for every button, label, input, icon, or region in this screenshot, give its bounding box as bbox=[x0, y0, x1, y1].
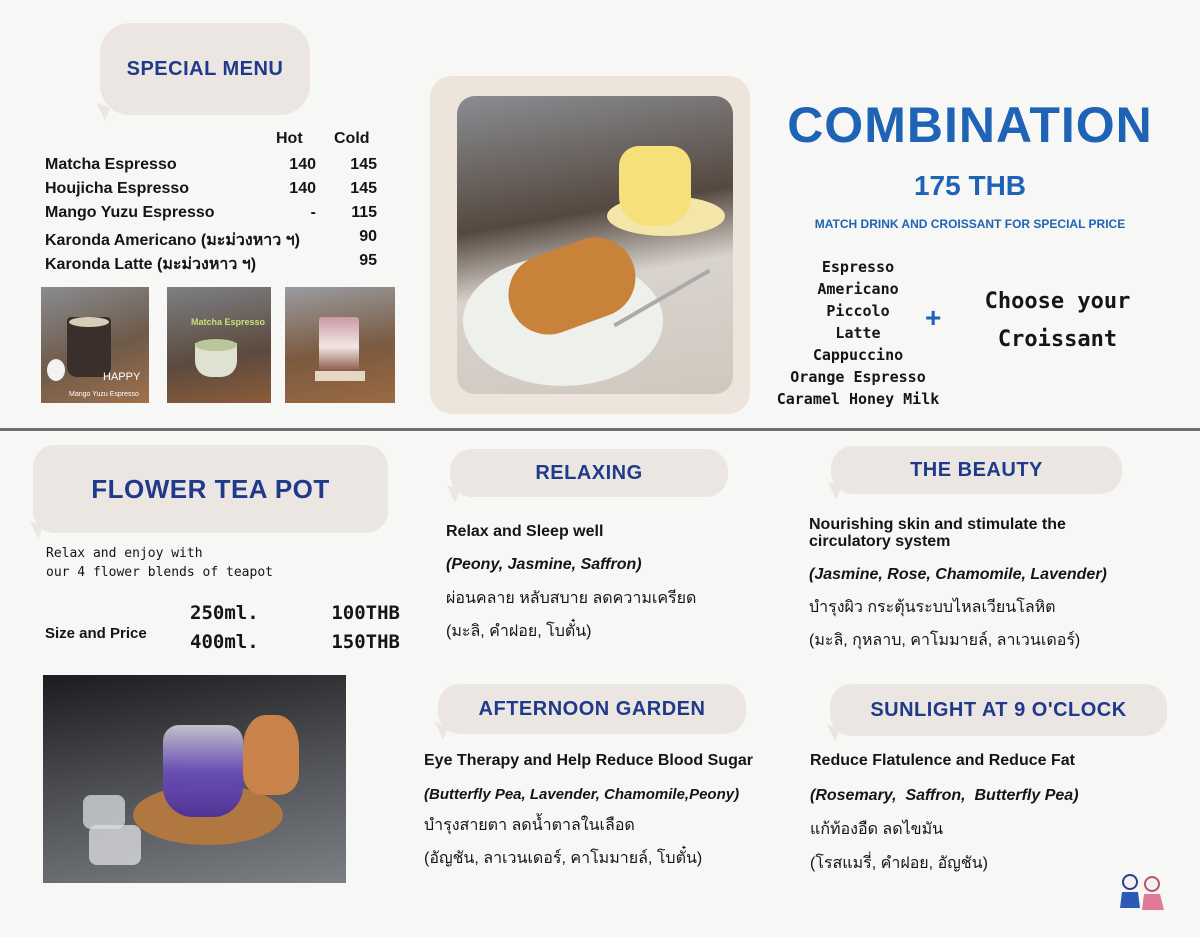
sunlight-benefit: Reduce Flatulence and Reduce Fat bbox=[810, 752, 1075, 769]
sunlight-ingredients: (Rosemary, Saffron, Butterfly Pea) bbox=[810, 787, 1079, 804]
flower-tea-title: FLOWER TEA POT bbox=[91, 473, 330, 504]
choose-croissant bbox=[955, 283, 1160, 359]
beauty-thai-benefit: บำรุงผิว กระตุ้นระบบไหลเวียนโลหิต bbox=[809, 599, 1056, 616]
beauty-title: THE BEAUTY bbox=[910, 458, 1043, 481]
choose-line-1: Choose your bbox=[984, 289, 1131, 314]
afternoon-ingredients: (Butterfly Pea, Lavender, Chamomile,Peony) bbox=[424, 786, 740, 803]
relaxing-ingredients: (Peony, Jasmine, Saffron) bbox=[446, 556, 642, 573]
section-divider bbox=[0, 428, 1200, 431]
drink-item: Orange Espresso bbox=[790, 368, 926, 386]
drink-item: Americano bbox=[817, 280, 899, 298]
col-hot-header: Hot bbox=[276, 130, 303, 147]
mango-yuzu-label: Mango Yuzu Espresso bbox=[69, 391, 139, 398]
beauty-heading-bubble bbox=[831, 446, 1122, 494]
drink-item: Caramel Honey Milk bbox=[776, 390, 940, 408]
drink-item: Cappuccino bbox=[812, 346, 904, 364]
size-price-label: Size and Price bbox=[45, 625, 147, 642]
karonda-photo bbox=[285, 287, 395, 403]
choose-line-2: Croissant bbox=[997, 327, 1118, 352]
afternoon-thai-ingredients: (อัญชัน, ลาเวนเดอร์, คาโมมายล์, โบตั๋น) bbox=[424, 850, 703, 867]
relaxing-thai-benefit: ผ่อนคลาย หลับสบาย ลดความเครียด bbox=[446, 590, 697, 607]
beauty-benefit: Nourishing skin and stimulate the circulatory system bbox=[809, 516, 1066, 550]
afternoon-heading-bubble bbox=[438, 684, 746, 734]
combination-price: 175 THB bbox=[913, 170, 1027, 201]
beauty-thai-ingredients: (มะลิ, กุหลาบ, คาโมมายล์, ลาเวนเดอร์) bbox=[809, 632, 1081, 649]
drink-item: Piccolo bbox=[826, 302, 890, 320]
sunlight-thai-benefit: แก้ท้องอืด ลดไขมัน bbox=[810, 821, 944, 838]
special-menu-title: SPECIAL MENU bbox=[126, 57, 284, 80]
plus-icon: + bbox=[925, 302, 942, 333]
col-cold-header: Cold bbox=[334, 130, 370, 147]
sunlight-thai-ingredients: (โรสแมรี่, คำฝอย, อัญชัน) bbox=[810, 855, 988, 872]
combination-subtitle: MATCH DRINK AND CROISSANT FOR SPECIAL PRICE bbox=[814, 217, 1126, 231]
croissant-photo-frame bbox=[430, 76, 750, 414]
matcha-espresso-label: Matcha Espresso bbox=[191, 317, 266, 327]
sunlight-title: SUNLIGHT AT 9 O'CLOCK bbox=[870, 698, 1127, 721]
drink-item: Espresso bbox=[821, 258, 895, 276]
size-row: 250ml. 100THB bbox=[190, 602, 400, 624]
flower-tea-heading-bubble bbox=[33, 445, 388, 533]
combination-title: COMBINATION bbox=[787, 97, 1153, 153]
special-menu-heading-bubble bbox=[100, 23, 310, 115]
relaxing-title: RELAXING bbox=[535, 461, 643, 484]
mascot-logo-icon bbox=[1114, 872, 1170, 914]
relaxing-thai-ingredients: (มะลิ, คำฝอย, โบตั๋น) bbox=[446, 623, 592, 640]
afternoon-benefit: Eye Therapy and Help Reduce Blood Sugar bbox=[424, 752, 753, 769]
sunlight-heading-bubble bbox=[830, 684, 1167, 736]
afternoon-title: AFTERNOON GARDEN bbox=[478, 697, 706, 720]
beauty-ingredients: (Jasmine, Rose, Chamomile, Lavender) bbox=[809, 566, 1107, 583]
relaxing-benefit: Relax and Sleep well bbox=[446, 523, 604, 540]
matcha-espresso-photo bbox=[167, 287, 271, 403]
happy-label: HAPPY bbox=[103, 371, 141, 383]
mango-yuzu-photo bbox=[41, 287, 149, 403]
drink-item: Latte bbox=[835, 324, 881, 342]
flower-tea-description: Relax and enjoy with our 4 flower blends of teapot bbox=[46, 546, 273, 580]
relaxing-heading-bubble bbox=[450, 449, 728, 497]
size-row: 400ml. 150THB bbox=[190, 631, 400, 653]
afternoon-thai-benefit: บำรุงสายตา ลดน้ำตาลในเลือด bbox=[424, 817, 635, 834]
teapot-photo bbox=[43, 675, 346, 883]
